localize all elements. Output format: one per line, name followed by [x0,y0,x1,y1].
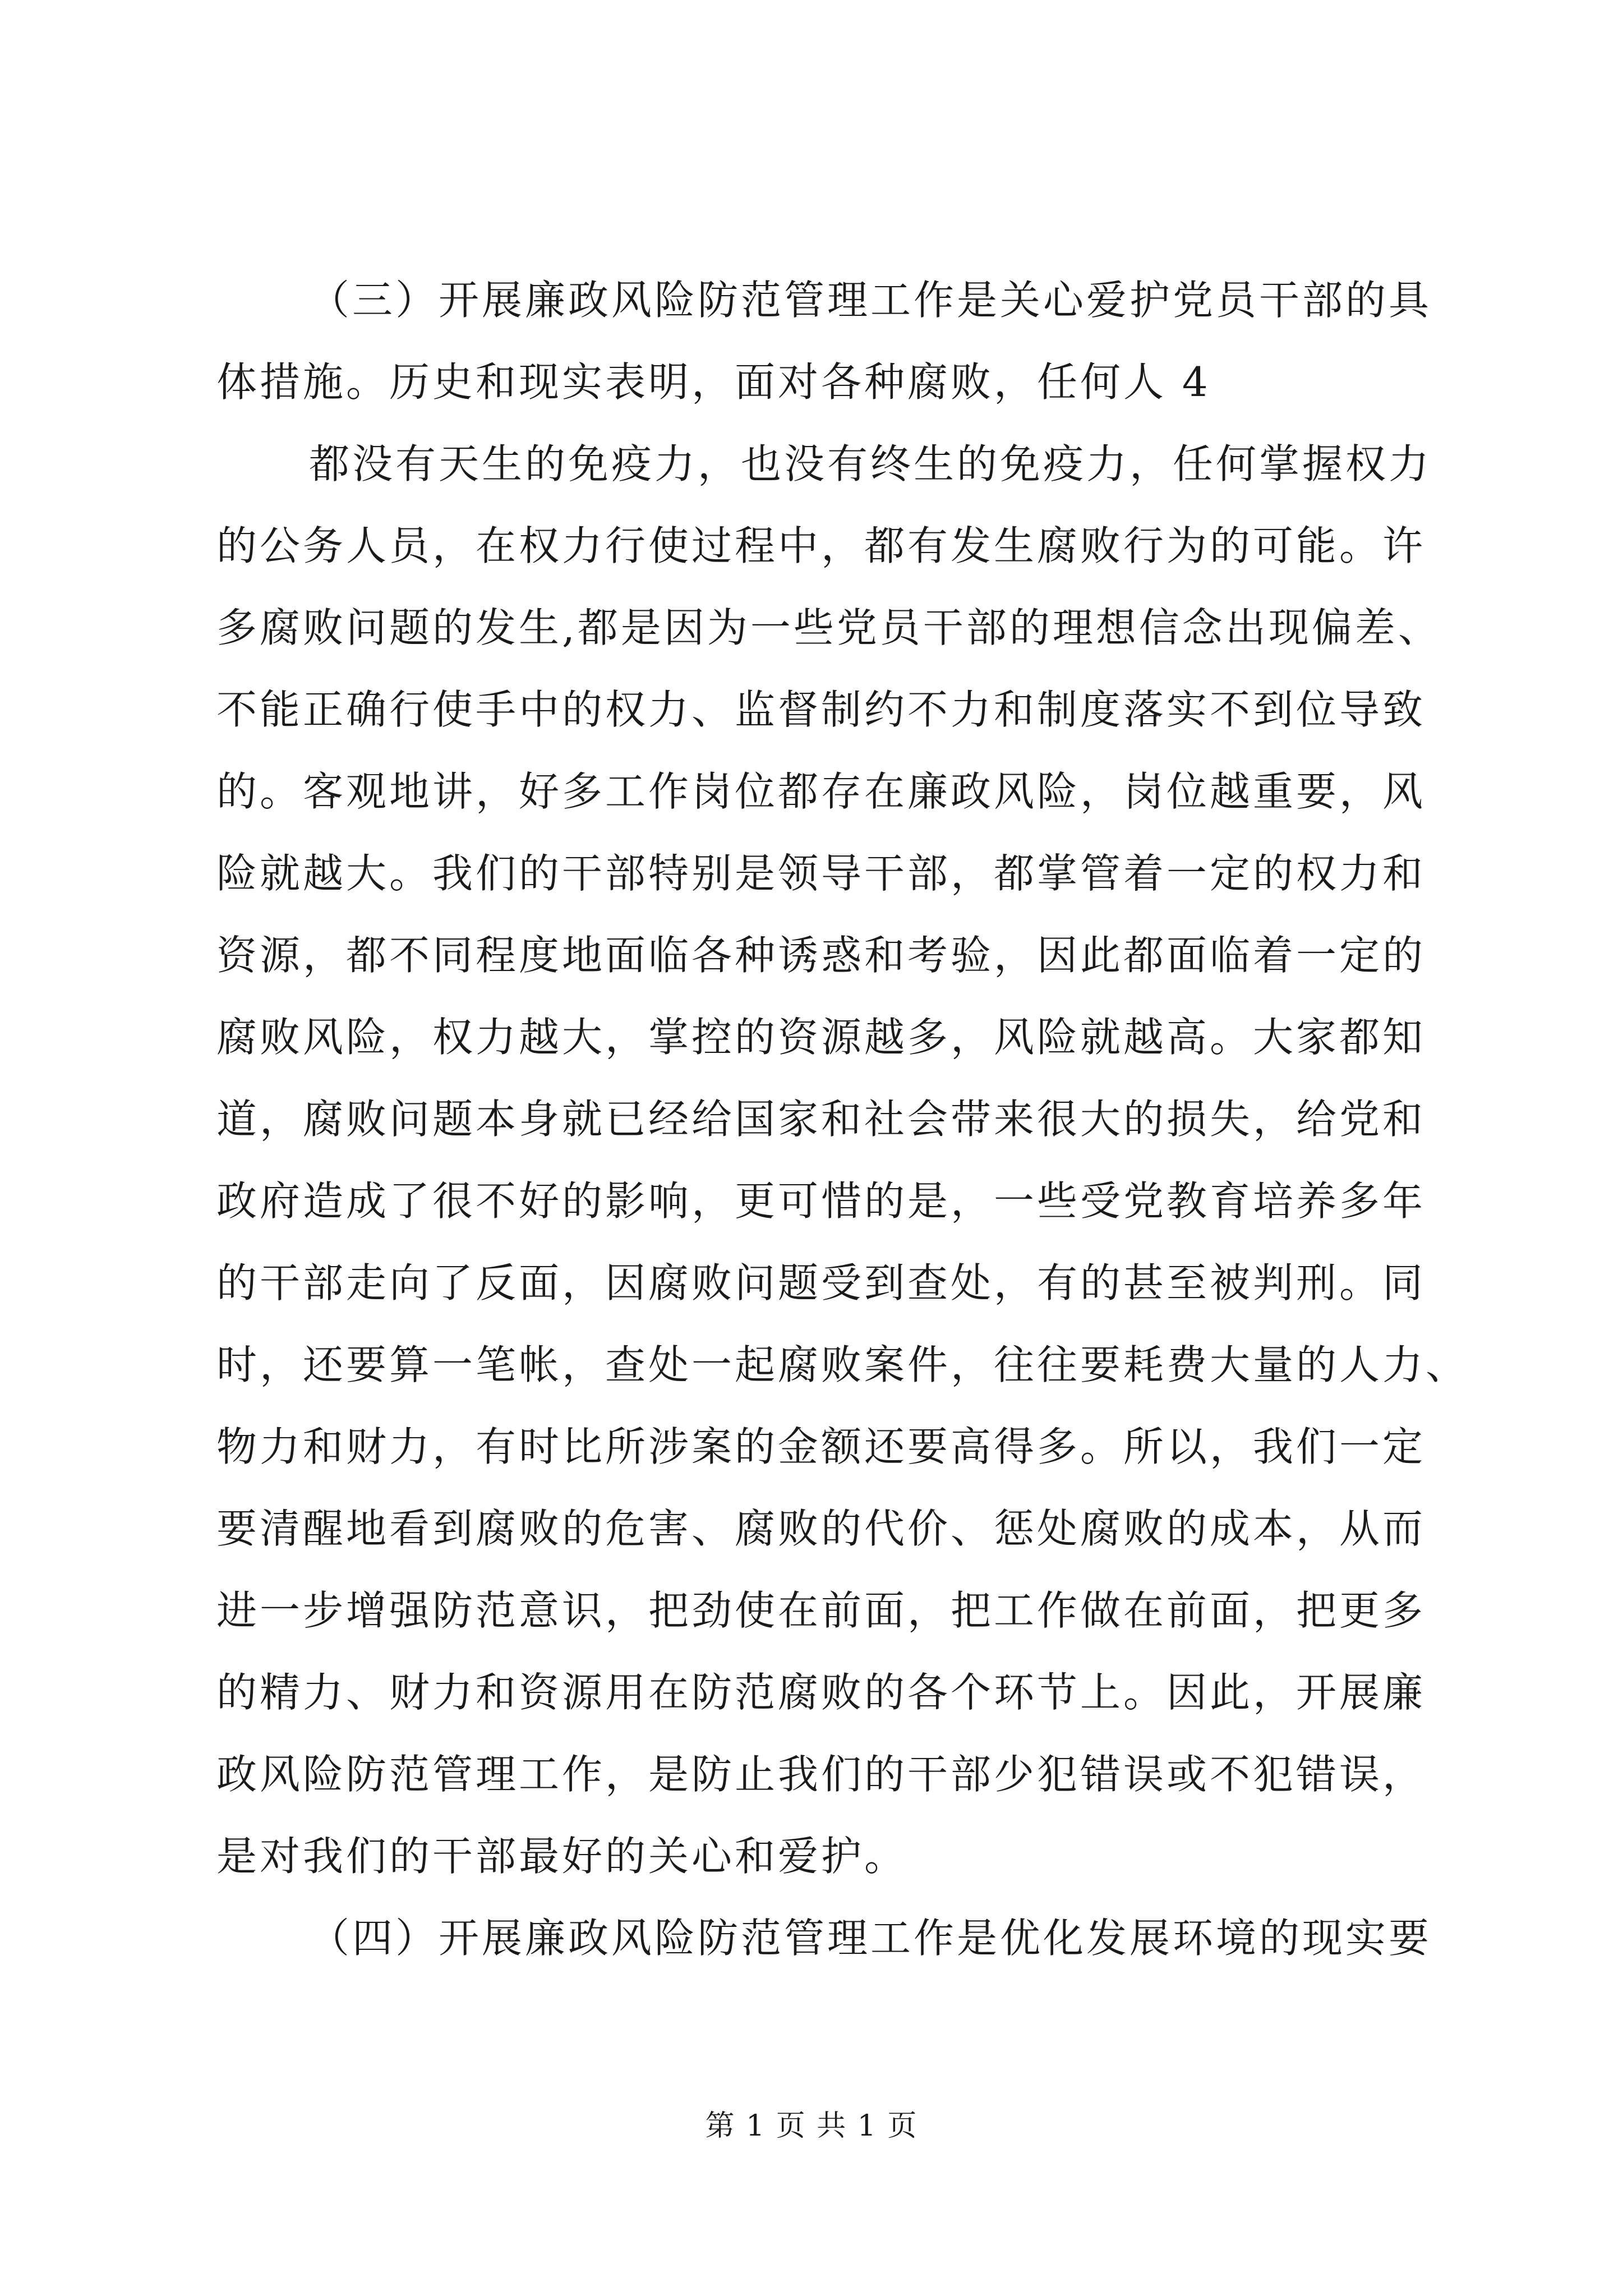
page-footer: 第 1 页 共 1 页 [705,2109,918,2143]
paragraph-line: 是对我们的干部最好的关心和爱护。 [216,1833,908,1880]
paragraph-line: 体措施。历史和现实表明，面对各种腐败，任何人 4 [216,358,1211,406]
paragraph-line: （三）开展廉政风险防范管理工作是关心爱护党员干部的具 [309,277,1432,324]
paragraph-line: 资源，都不同程度地面临各种诱惑和考验，因此都面临着一定的 [216,932,1426,979]
paragraph-line: 时，还要算一笔帐，查处一起腐败案件，往往要耗费大量的人力、 [216,1341,1469,1388]
paragraph-line: 的精力、财力和资源用在防范腐败的各个环节上。因此，开展廉 [216,1669,1426,1716]
paragraph-line: 不能正确行使手中的权力、监督制约不力和制度落实不到位导致 [216,686,1426,733]
paragraph-line: 要清醒地看到腐败的危害、腐败的代价、惩处腐败的成本，从而 [216,1505,1426,1552]
document-body [216,259,1469,1979]
paragraph-line: 道，腐败问题本身就已经给国家和社会带来很大的损失，给党和 [216,1096,1426,1143]
paragraph-line: 政风险防范管理工作，是防止我们的干部少犯错误或不犯错误， [216,1751,1426,1798]
paragraph-line: 政府造成了很不好的影响，更可惜的是，一些受党教育培养多年 [216,1177,1426,1225]
paragraph-line: 进一步增强防范意识，把劲使在前面，把工作做在前面，把更多 [216,1587,1426,1634]
paragraph-line: 的公务人员，在权力行使过程中，都有发生腐败行为的可能。许 [216,522,1426,569]
paragraph-line: 腐败风险，权力越大，掌控的资源越多，风险就越高。大家都知 [216,1014,1426,1061]
paragraph-line: 的。客观地讲，好多工作岗位都存在廉政风险，岗位越重要，风 [216,768,1426,815]
paragraph-line: 物力和财力，有时比所涉案的金额还要高得多。所以，我们一定 [216,1423,1426,1470]
paragraph-line: 多腐败问题的发生,都是因为一些党员干部的理想信念出现偏差、 [216,604,1441,651]
paragraph-line: （四）开展廉政风险防范管理工作是优化发展环境的现实要 [309,1915,1432,1962]
paragraph-line: 险就越大。我们的干部特别是领导干部，都掌管着一定的权力和 [216,850,1426,897]
paragraph-line: 的干部走向了反面，因腐败问题受到查处，有的甚至被判刑。同 [216,1259,1426,1306]
paragraph-line: 都没有天生的免疫力，也没有终生的免疫力，任何掌握权力 [309,440,1432,487]
